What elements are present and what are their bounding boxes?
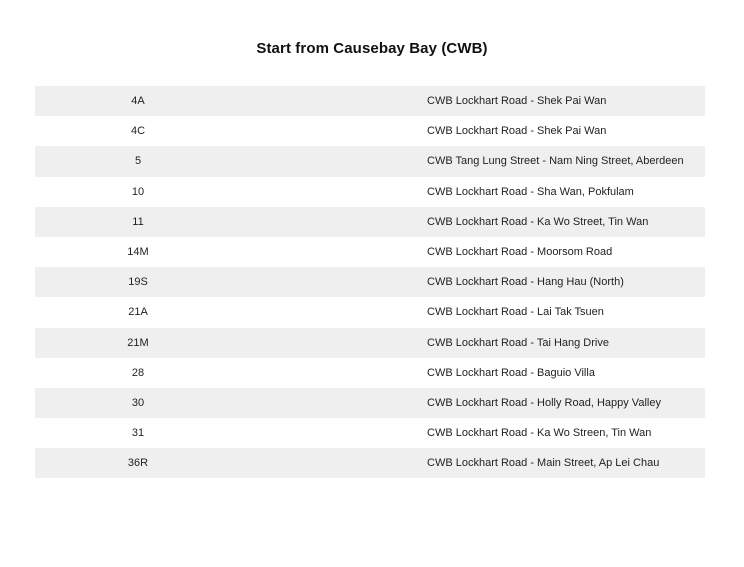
route-description: CWB Lockhart Road - Holly Road, Happy Valley	[427, 396, 661, 409]
route-description: CWB Lockhart Road - Ka Wo Street, Tin Wan	[427, 215, 649, 228]
route-number: 5	[134, 155, 142, 168]
route-number: 14M	[127, 246, 149, 259]
table-row	[35, 267, 705, 297]
table-row	[35, 448, 705, 478]
route-number: 10	[131, 185, 145, 198]
table-row	[35, 328, 705, 358]
route-number: 11	[132, 215, 144, 228]
table-row	[35, 237, 705, 267]
route-number: 21M	[127, 336, 149, 349]
table-row	[35, 116, 705, 146]
table-row	[35, 146, 705, 176]
table-row	[35, 418, 705, 448]
table-row	[35, 388, 705, 418]
route-description: CWB Lockhart Road - Lai Tak Tsuen	[427, 306, 604, 319]
route-number: 28	[131, 366, 145, 379]
route-description: CWB Lockhart Road - Main Street, Ap Lei Chau	[427, 457, 660, 470]
route-description: CWB Lockhart Road - Hang Hau (North)	[427, 276, 624, 289]
route-description: CWB Tang Lung Street - Nam Ning Street, Aberdeen	[427, 155, 684, 168]
page-title: Start from Causebay Bay (CWB)	[256, 40, 488, 57]
route-number: 36R	[127, 457, 149, 470]
table-row	[35, 297, 705, 327]
route-description: CWB Lockhart Road - Ka Wo Streen, Tin Wan	[427, 427, 652, 440]
route-number: 21A	[128, 306, 148, 319]
route-description: CWB Lockhart Road - Shek Pai Wan	[427, 125, 607, 138]
route-number: 4C	[130, 125, 146, 138]
table-row	[35, 207, 705, 237]
route-number: 31	[131, 427, 145, 440]
route-description: CWB Lockhart Road - Moorsom Road	[427, 246, 613, 259]
route-number: 4A	[131, 95, 145, 108]
route-description: CWB Lockhart Road - Tai Hang Drive	[427, 336, 609, 349]
route-number: 30	[131, 396, 145, 409]
route-description: CWB Lockhart Road - Baguio Villa	[427, 366, 595, 379]
route-number: 19S	[128, 276, 148, 289]
route-table	[35, 86, 705, 478]
table-row	[35, 177, 705, 207]
table-row	[35, 86, 705, 116]
route-description: CWB Lockhart Road - Sha Wan, Pokfulam	[427, 185, 634, 198]
route-description: CWB Lockhart Road - Shek Pai Wan	[427, 95, 607, 108]
table-row	[35, 358, 705, 388]
